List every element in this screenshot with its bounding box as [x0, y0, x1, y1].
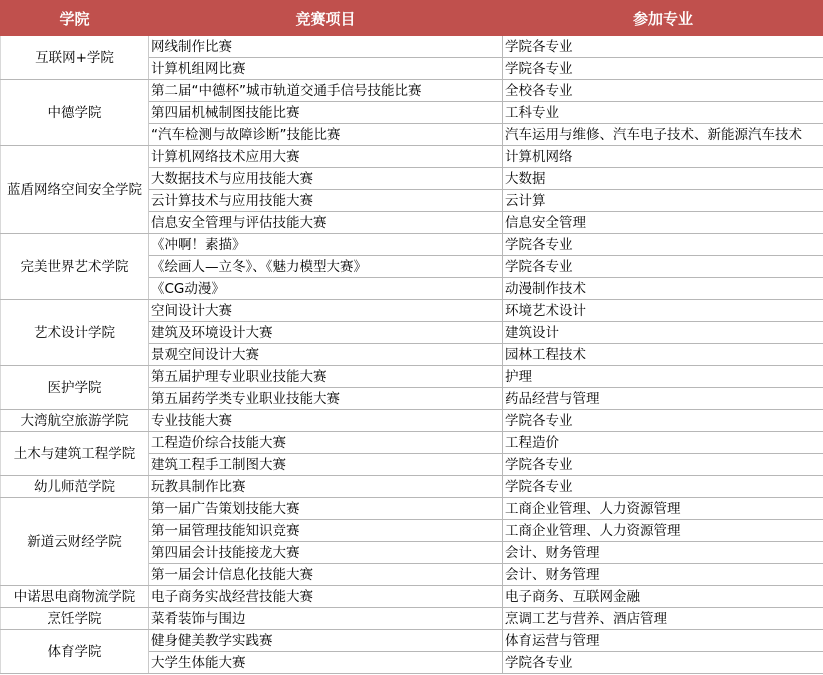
- header-major: 参加专业: [503, 1, 823, 36]
- college-cell: 完美世界艺术学院: [1, 234, 149, 300]
- college-cell: 中诺思电商物流学院: [1, 586, 149, 608]
- table-row: [1, 234, 823, 256]
- major-cell: 会计、财务管理: [503, 542, 823, 564]
- major-cell: 电子商务、互联网金融: [503, 586, 823, 608]
- table-row: [1, 498, 823, 520]
- major-cell: 建筑设计: [503, 322, 823, 344]
- competition-cell: “汽车检测与故障诊断”技能比赛: [149, 124, 503, 146]
- table-row: [1, 630, 823, 652]
- college-cell: 幼儿师范学院: [1, 476, 149, 498]
- college-cell: 医护学院: [1, 366, 149, 410]
- competition-cell: 空间设计大赛: [149, 300, 503, 322]
- competition-cell: 《CG动漫》: [149, 278, 503, 300]
- major-cell: 工商企业管理、人力资源管理: [503, 520, 823, 542]
- major-cell: 工商企业管理、人力资源管理: [503, 498, 823, 520]
- major-cell: 学院各专业: [503, 410, 823, 432]
- major-cell: 学院各专业: [503, 58, 823, 80]
- competition-cell: 《绘画人—立冬》、《魅力模型大赛》: [149, 256, 503, 278]
- table-row: [1, 476, 823, 498]
- major-cell: 体育运营与管理: [503, 630, 823, 652]
- header-row: [1, 1, 823, 36]
- table-body: [1, 36, 823, 674]
- table-row: [1, 432, 823, 454]
- competition-cell: 玩教具制作比赛: [149, 476, 503, 498]
- competition-cell: 专业技能大赛: [149, 410, 503, 432]
- major-cell: 学院各专业: [503, 476, 823, 498]
- competition-cell: 计算机网络技术应用大赛: [149, 146, 503, 168]
- table-row: [1, 300, 823, 322]
- major-cell: 汽车运用与维修、汽车电子技术、新能源汽车技术: [503, 124, 823, 146]
- major-cell: 环境艺术设计: [503, 300, 823, 322]
- major-cell: 信息安全管理: [503, 212, 823, 234]
- competition-cell: 第一届广告策划技能大赛: [149, 498, 503, 520]
- table-row: [1, 586, 823, 608]
- major-cell: 会计、财务管理: [503, 564, 823, 586]
- competition-cell: 第二届“中德杯”城市轨道交通手信号技能比赛: [149, 80, 503, 102]
- college-cell: 体育学院: [1, 630, 149, 674]
- major-cell: 云计算: [503, 190, 823, 212]
- major-cell: 大数据: [503, 168, 823, 190]
- major-cell: 学院各专业: [503, 652, 823, 674]
- major-cell: 动漫制作技术: [503, 278, 823, 300]
- competition-cell: 第一届管理技能知识竞赛: [149, 520, 503, 542]
- competition-cell: 菜肴装饰与围边: [149, 608, 503, 630]
- college-cell: 土木与建筑工程学院: [1, 432, 149, 476]
- competition-cell: 《冲啊！素描》: [149, 234, 503, 256]
- major-cell: 学院各专业: [503, 454, 823, 476]
- major-cell: 计算机网络: [503, 146, 823, 168]
- competition-cell: 云计算技术与应用技能大赛: [149, 190, 503, 212]
- competition-cell: 大数据技术与应用技能大赛: [149, 168, 503, 190]
- table-row: [1, 608, 823, 630]
- college-cell: 艺术设计学院: [1, 300, 149, 366]
- major-cell: 学院各专业: [503, 234, 823, 256]
- college-cell: 大湾航空旅游学院: [1, 410, 149, 432]
- table-row: [1, 80, 823, 102]
- college-cell: 蓝盾网络空间安全学院: [1, 146, 149, 234]
- table-row: [1, 146, 823, 168]
- table-row: [1, 366, 823, 388]
- competition-cell: 第四届机械制图技能比赛: [149, 102, 503, 124]
- major-cell: 工科专业: [503, 102, 823, 124]
- college-cell: 互联网+学院: [1, 36, 149, 80]
- table-row: [1, 36, 823, 58]
- competition-cell: 第五届护理专业职业技能大赛: [149, 366, 503, 388]
- competition-cell: 第四届会计技能接龙大赛: [149, 542, 503, 564]
- competition-cell: 景观空间设计大赛: [149, 344, 503, 366]
- header-college: 学院: [1, 1, 149, 36]
- competition-cell: 电子商务实战经营技能大赛: [149, 586, 503, 608]
- competition-cell: 工程造价综合技能大赛: [149, 432, 503, 454]
- major-cell: 烹调工艺与营养、酒店管理: [503, 608, 823, 630]
- major-cell: 学院各专业: [503, 256, 823, 278]
- major-cell: 药品经营与管理: [503, 388, 823, 410]
- major-cell: 护理: [503, 366, 823, 388]
- college-cell: 新道云财经学院: [1, 498, 149, 586]
- competition-cell: 建筑工程手工制图大赛: [149, 454, 503, 476]
- competition-cell: 网线制作比赛: [149, 36, 503, 58]
- major-cell: 工程造价: [503, 432, 823, 454]
- college-cell: 中德学院: [1, 80, 149, 146]
- competition-cell: 计算机组网比赛: [149, 58, 503, 80]
- competition-cell: 建筑及环境设计大赛: [149, 322, 503, 344]
- major-cell: 全校各专业: [503, 80, 823, 102]
- competition-cell: 信息安全管理与评估技能大赛: [149, 212, 503, 234]
- competition-cell: 第五届药学类专业职业技能大赛: [149, 388, 503, 410]
- header-competition: 竞赛项目: [149, 1, 503, 36]
- competition-cell: 健身健美教学实践赛: [149, 630, 503, 652]
- college-cell: 烹饪学院: [1, 608, 149, 630]
- major-cell: 学院各专业: [503, 36, 823, 58]
- competition-cell: 第一届会计信息化技能大赛: [149, 564, 503, 586]
- competition-cell: 大学生体能大赛: [149, 652, 503, 674]
- table-row: [1, 410, 823, 432]
- major-cell: 园林工程技术: [503, 344, 823, 366]
